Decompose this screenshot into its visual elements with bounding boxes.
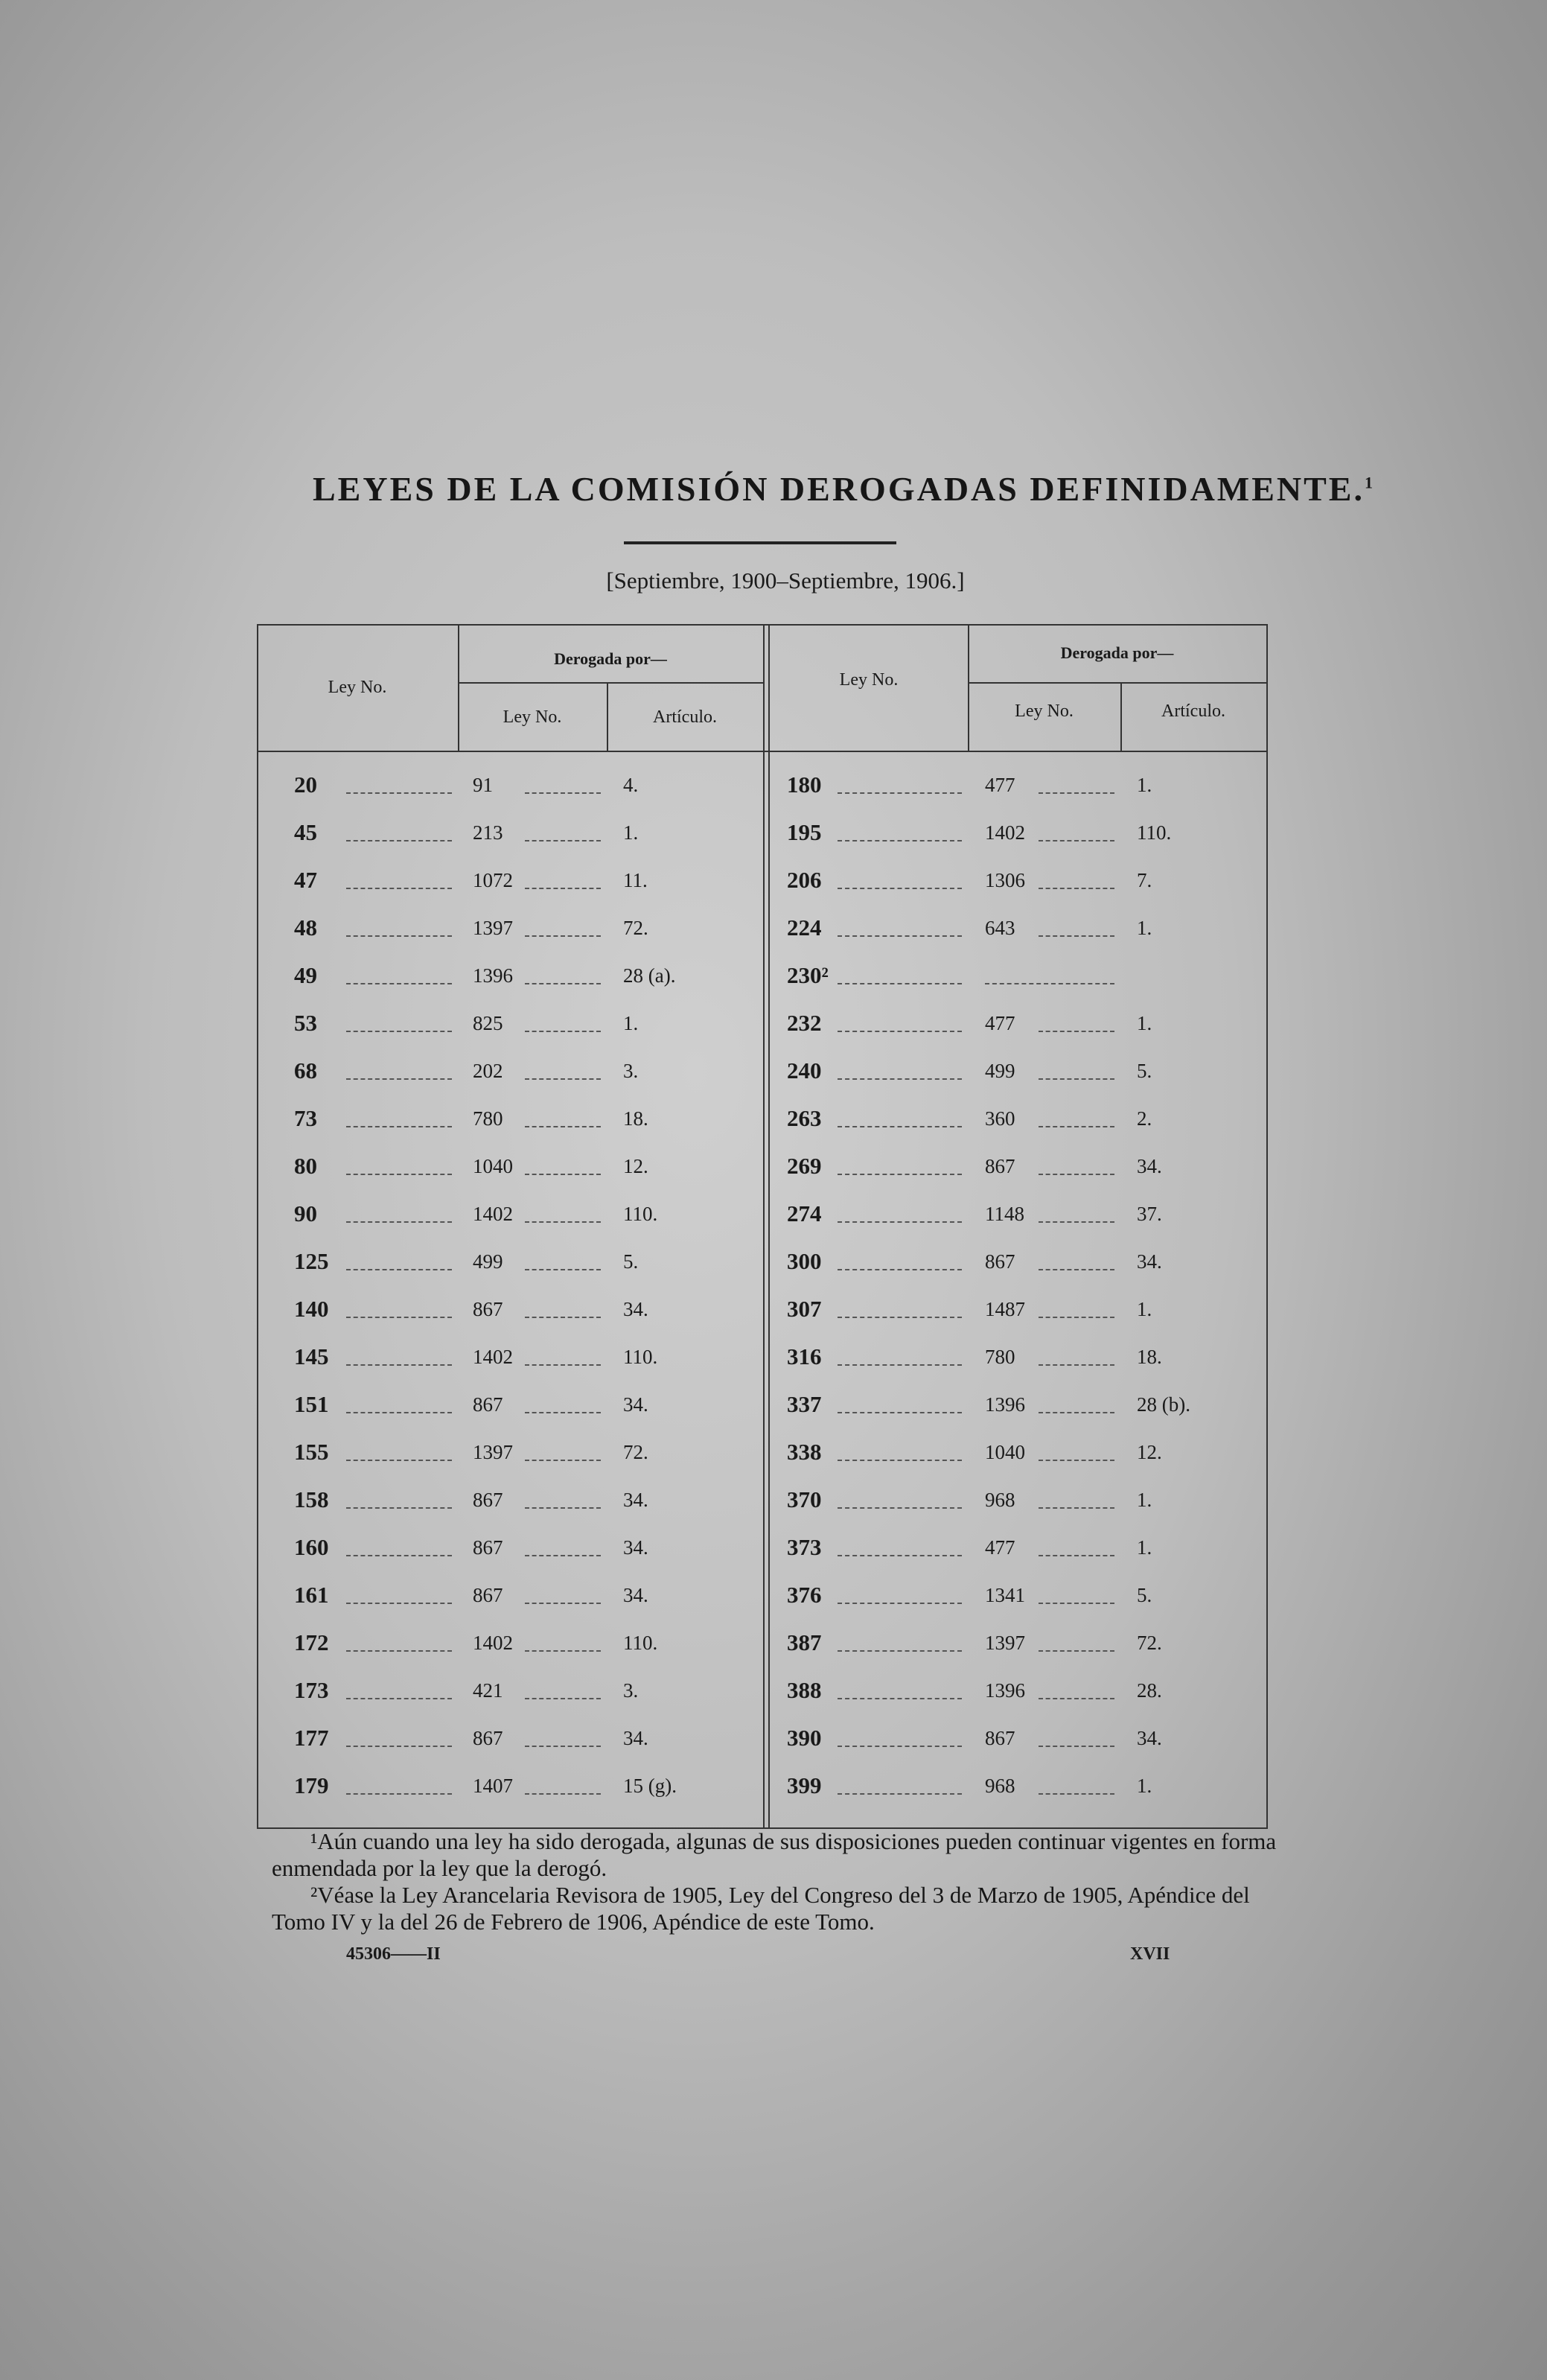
table-row: [257, 1714, 1268, 1762]
article-reference: 12.: [1137, 1441, 1162, 1463]
article-reference: 4.: [623, 774, 639, 796]
article-reference: 1.: [623, 821, 639, 844]
table-row: [257, 809, 1268, 856]
table-row: [257, 1476, 1268, 1524]
leader-dots: [1039, 1221, 1114, 1223]
leader-dots: [1039, 840, 1114, 841]
article-reference: 1.: [623, 1012, 639, 1034]
leader-dots: [838, 1555, 962, 1556]
leader-dots: [1039, 1793, 1114, 1795]
leader-dots: [838, 1460, 962, 1461]
repealed-law-number: 269: [787, 1153, 822, 1179]
leader-dots: [838, 1650, 962, 1652]
repealing-law-number: 867: [985, 1155, 1015, 1177]
leader-dots: [838, 840, 962, 841]
repealed-law-number: 388: [787, 1677, 822, 1703]
article-reference: 11.: [623, 869, 648, 891]
repealed-law-number: 145: [294, 1343, 329, 1369]
repealing-law-number: 643: [985, 917, 1015, 939]
article-reference: 34.: [623, 1489, 648, 1511]
article-reference: 34.: [623, 1727, 648, 1749]
leader-dots: [1039, 888, 1114, 889]
footnote-2: ²Véase la Ley Arancelaria Revisora de 1905, Ley del Congreso del 3 de Marzo de 1905, Apéndice del Tomo IV y la del 26 de Febrero de 1906, Apéndice de este Tomo.: [272, 1882, 1250, 1935]
repealing-law-number: 780: [985, 1346, 1015, 1368]
repealing-law-number: 1396: [985, 1679, 1025, 1702]
article-reference: 34.: [623, 1584, 648, 1606]
table-row: [257, 1285, 1268, 1333]
header-articulo-right: Artículo.: [1161, 701, 1225, 721]
article-reference: 2.: [1137, 1107, 1152, 1130]
leader-dots: [838, 1603, 962, 1604]
repealed-law-number: 53: [294, 1010, 317, 1036]
repealing-law-number: 1040: [473, 1155, 513, 1177]
repealing-law-number: 1397: [473, 917, 513, 939]
table-row: [257, 1524, 1268, 1571]
leader-dots: [838, 1174, 962, 1175]
header-derogada-por-left: Derogada por—: [554, 649, 667, 668]
article-reference: 110.: [1137, 821, 1172, 844]
article-reference: 3.: [623, 1679, 639, 1702]
leader-dots: [1039, 1555, 1114, 1556]
leader-dots: [838, 1317, 962, 1318]
repealing-law-number: 867: [473, 1393, 503, 1416]
repealing-law-number: 867: [473, 1584, 503, 1606]
article-reference: 34.: [1137, 1155, 1162, 1177]
header-derogada-por-right: Derogada por—: [1060, 643, 1174, 662]
leader-dots: [838, 1031, 962, 1032]
repealing-law-number: 499: [473, 1250, 503, 1273]
article-reference: 110.: [623, 1632, 658, 1654]
article-reference: 72.: [623, 1441, 648, 1463]
article-reference: 5.: [1137, 1584, 1152, 1606]
header-sub-ley-no-right: Ley No.: [1015, 701, 1074, 721]
repealing-law-number: 477: [985, 774, 1015, 796]
repealed-law-number: 224: [787, 914, 822, 941]
repealing-law-number: 968: [985, 1775, 1015, 1797]
repealed-law-number: 172: [294, 1629, 329, 1655]
page-number: XVII: [1130, 1944, 1170, 1964]
repealed-law-number: 316: [787, 1343, 822, 1369]
repealing-law-number: 1402: [473, 1203, 513, 1225]
repealed-law-number: 337: [787, 1391, 822, 1417]
repealed-laws-table: [257, 624, 1268, 1829]
repealed-law-number: 307: [787, 1296, 822, 1322]
leader-dots: [838, 1507, 962, 1509]
table-row: [257, 1333, 1268, 1381]
table-row: [257, 999, 1268, 1047]
repealed-law-number: 179: [294, 1772, 329, 1798]
repealed-law-number: 180: [787, 771, 822, 798]
repealing-law-number: 213: [473, 821, 503, 844]
leader-dots: [1039, 1603, 1114, 1604]
header-midline-right: [968, 682, 1266, 684]
leader-dots: [1039, 1174, 1114, 1175]
table-row: [257, 1571, 1268, 1619]
repealed-law-number: 173: [294, 1677, 329, 1703]
repealed-law-number: 206: [787, 867, 822, 893]
table-row: [257, 904, 1268, 952]
repealed-law-number: 155: [294, 1439, 329, 1465]
article-reference: 34.: [623, 1298, 648, 1320]
leader-dots: [1039, 1412, 1114, 1413]
repealing-law-number: 202: [473, 1060, 503, 1082]
repealed-law-number: 90: [294, 1200, 317, 1226]
header-divider-left: [458, 624, 459, 751]
leader-dots: [1039, 935, 1114, 937]
title-rule: [624, 541, 896, 544]
leader-dots: [838, 1412, 962, 1413]
repealed-law-number: 300: [787, 1248, 822, 1274]
article-reference: 1.: [1137, 1489, 1152, 1511]
leader-dots: [1039, 1650, 1114, 1652]
header-sub-ley-no-left: Ley No.: [503, 707, 562, 727]
table-row: [257, 1762, 1268, 1810]
title-footnote-mark: 1: [1364, 473, 1375, 492]
leader-dots: [1039, 1031, 1114, 1032]
repealing-law-number: 1397: [985, 1632, 1025, 1654]
repealed-law-number: 161: [294, 1582, 329, 1608]
table-row: [257, 1667, 1268, 1714]
leader-dots: [838, 1698, 962, 1699]
table-row: [257, 1619, 1268, 1667]
article-reference: 12.: [623, 1155, 648, 1177]
date-range-subtitle: [Septiembre, 1900–Septiembre, 1906.]: [606, 567, 965, 594]
repealed-law-number: 376: [787, 1582, 822, 1608]
leader-dots: [985, 983, 1114, 984]
repealed-law-number: 274: [787, 1200, 822, 1226]
article-reference: 3.: [623, 1060, 639, 1082]
table-row: [257, 1095, 1268, 1142]
repealing-law-number: 825: [473, 1012, 503, 1034]
article-reference: 34.: [623, 1536, 648, 1559]
table-row: [257, 856, 1268, 904]
repealing-law-number: 91: [473, 774, 493, 796]
repealed-law-number: 232: [787, 1010, 822, 1036]
page-title: LEYES DE LA COMISIÓN DEROGADAS DEFINIDAMENTE.$^1$: [313, 470, 1375, 508]
repealed-law-number: 48: [294, 914, 317, 941]
repealing-law-number: 1402: [985, 821, 1025, 844]
article-reference: 1.: [1137, 1775, 1152, 1797]
table-row: [257, 1428, 1268, 1476]
table-row: [257, 761, 1268, 809]
repealed-law-number: 151: [294, 1391, 329, 1417]
article-reference: 34.: [1137, 1727, 1162, 1749]
article-reference: 7.: [1137, 869, 1152, 891]
repealed-law-number: 240: [787, 1057, 822, 1084]
repealed-law-number: 80: [294, 1153, 317, 1179]
table-row: [257, 1047, 1268, 1095]
repealing-law-number: 867: [473, 1489, 503, 1511]
repealed-law-number: 68: [294, 1057, 317, 1084]
repealed-law-number: 177: [294, 1725, 329, 1751]
table-row: [257, 1381, 1268, 1428]
article-reference: 15 (g).: [623, 1775, 677, 1797]
table-top-border: [257, 624, 1268, 626]
article-reference: 1.: [1137, 1536, 1152, 1559]
repealing-law-number: 1040: [985, 1441, 1025, 1463]
footnote-1: ¹Aún cuando una ley ha sido derogada, algunas de sus disposiciones pueden continuar vigentes en forma enmendada por la ley que la derogó.: [272, 1828, 1277, 1881]
repealed-law-number: 140: [294, 1296, 329, 1322]
article-reference: 34.: [623, 1393, 648, 1416]
repealed-law-number: 399: [787, 1772, 822, 1798]
article-reference: 18.: [623, 1107, 648, 1130]
leader-dots: [1039, 1078, 1114, 1080]
article-reference: 110.: [623, 1346, 658, 1368]
repealed-law-number: 387: [787, 1629, 822, 1655]
repealing-law-number: 867: [985, 1727, 1015, 1749]
article-reference: 5.: [1137, 1060, 1152, 1082]
article-reference: 72.: [1137, 1632, 1162, 1654]
repealing-law-number: 1397: [473, 1441, 513, 1463]
repealed-law-number: 49: [294, 962, 317, 988]
repealing-law-number: 968: [985, 1489, 1015, 1511]
repealed-law-number: 390: [787, 1725, 822, 1751]
article-reference: 37.: [1137, 1203, 1162, 1225]
article-reference: 1.: [1137, 917, 1152, 939]
article-reference: 28 (b).: [1137, 1393, 1190, 1416]
repealing-law-number: 1402: [473, 1346, 513, 1368]
repealing-law-number: 1396: [985, 1393, 1025, 1416]
repealing-law-number: 867: [473, 1298, 503, 1320]
repealing-law-number: 780: [473, 1107, 503, 1130]
repealed-law-number: 338: [787, 1439, 822, 1465]
repealed-law-number: 73: [294, 1105, 317, 1131]
article-reference: 1.: [1137, 1298, 1152, 1320]
repealing-law-number: 477: [985, 1536, 1015, 1559]
leader-dots: [838, 1364, 962, 1366]
leader-dots: [1039, 1269, 1114, 1270]
header-articulo-left: Artículo.: [653, 707, 717, 727]
leader-dots: [838, 1126, 962, 1127]
repealing-law-number: 360: [985, 1107, 1015, 1130]
repealed-law-number: 160: [294, 1534, 329, 1560]
article-reference: 18.: [1137, 1346, 1162, 1368]
repealing-law-number: 1306: [985, 869, 1025, 891]
footnotes: [272, 1828, 1299, 1935]
leader-dots: [1039, 1364, 1114, 1366]
leader-dots: [1039, 1507, 1114, 1509]
leader-dots: [838, 1221, 962, 1223]
repealing-law-number: 477: [985, 1012, 1015, 1034]
leader-dots: [838, 935, 962, 937]
repealing-law-number: 421: [473, 1679, 503, 1702]
repealed-law-number: 158: [294, 1486, 329, 1512]
repealing-law-number: 867: [473, 1727, 503, 1749]
table-row: [257, 952, 1268, 999]
table-row: [257, 1190, 1268, 1238]
repealed-law-number: 20: [294, 771, 317, 798]
header-midline-left: [458, 682, 763, 684]
repealing-law-number: 1487: [985, 1298, 1025, 1320]
article-reference: 1.: [1137, 1012, 1152, 1034]
repealing-law-number: 1402: [473, 1632, 513, 1654]
article-reference: 110.: [623, 1203, 658, 1225]
article-reference: 5.: [623, 1250, 639, 1273]
leader-dots: [838, 888, 962, 889]
leader-dots: [838, 1269, 962, 1270]
leader-dots: [838, 792, 962, 794]
repealed-law-number: 263: [787, 1105, 822, 1131]
header-bottom-rule: [257, 751, 1268, 752]
repealed-law-number: 195: [787, 819, 822, 845]
leader-dots: [838, 1746, 962, 1747]
leader-dots: [1039, 1460, 1114, 1461]
leader-dots: [1039, 1317, 1114, 1318]
repealing-law-number: 499: [985, 1060, 1015, 1082]
repealed-law-number: 370: [787, 1486, 822, 1512]
repealing-law-number: 867: [985, 1250, 1015, 1273]
leader-dots: [838, 983, 962, 984]
article-reference: 28 (a).: [623, 964, 676, 987]
header-ley-no-left: Ley No.: [328, 678, 387, 697]
repealed-law-number: 373: [787, 1534, 822, 1560]
repealed-law-number: 45: [294, 819, 317, 845]
leader-dots: [838, 1078, 962, 1080]
repealing-law-number: 1148: [985, 1203, 1024, 1225]
repealed-law-number: 230²: [787, 962, 829, 988]
print-code: 45306——II: [346, 1944, 441, 1964]
leader-dots: [1039, 792, 1114, 794]
leader-dots: [1039, 1746, 1114, 1747]
repealing-law-number: 1407: [473, 1775, 513, 1797]
leader-dots: [838, 1793, 962, 1795]
leader-dots: [1039, 1698, 1114, 1699]
repealing-law-number: 867: [473, 1536, 503, 1559]
table-row: [257, 1142, 1268, 1190]
article-reference: 1.: [1137, 774, 1152, 796]
repealed-law-number: 125: [294, 1248, 329, 1274]
header-ley-no-right: Ley No.: [839, 670, 899, 690]
leader-dots: [1039, 1126, 1114, 1127]
article-reference: 28.: [1137, 1679, 1162, 1702]
repealed-law-number: 47: [294, 867, 317, 893]
repealing-law-number: 1341: [985, 1584, 1025, 1606]
table-row: [257, 1238, 1268, 1285]
article-reference: 34.: [1137, 1250, 1162, 1273]
repealing-law-number: 1396: [473, 964, 513, 987]
article-reference: 72.: [623, 917, 648, 939]
repealing-law-number: 1072: [473, 869, 513, 891]
